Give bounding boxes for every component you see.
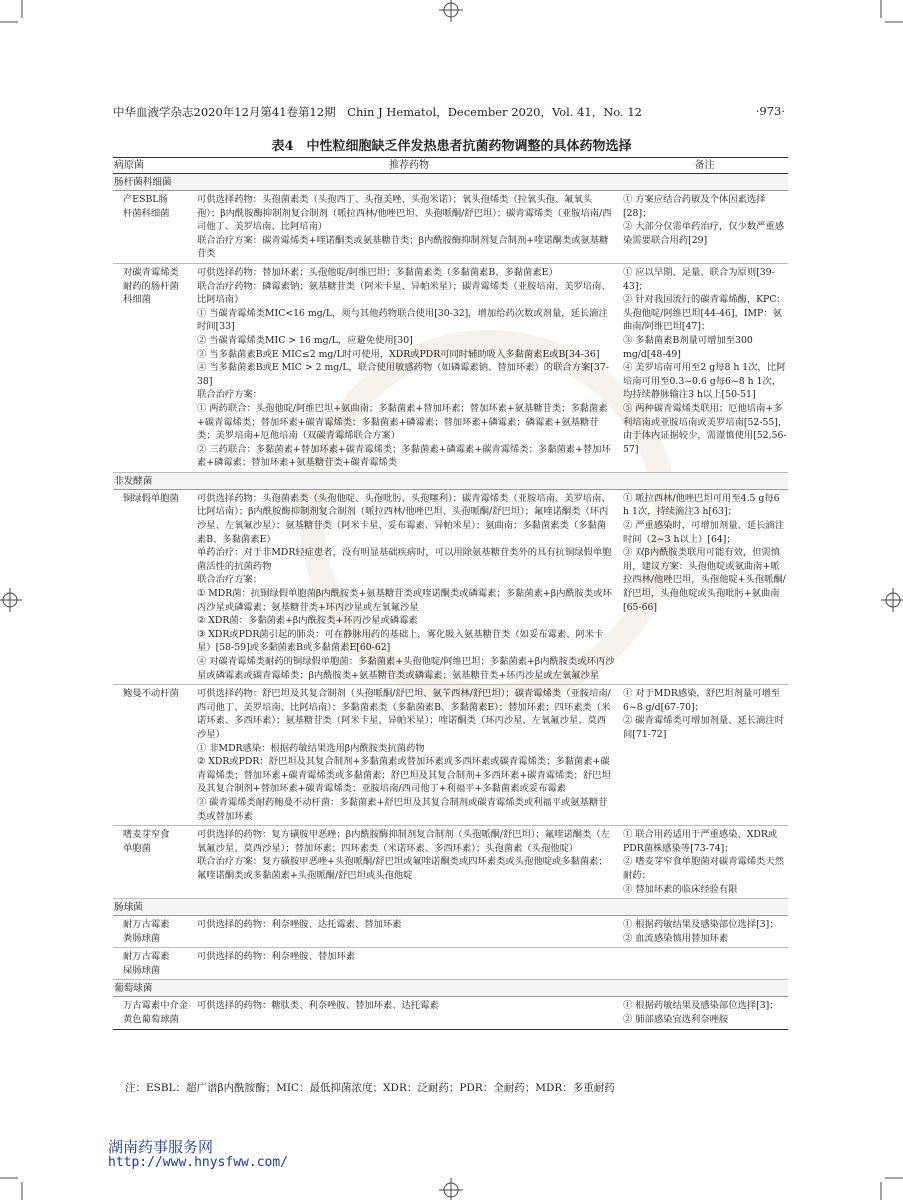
note-line: ① 方案应结合药敏及个体因素选择[28]； <box>623 194 766 219</box>
note-line: ② 针对我国流行的碳青霉烯酶，KPC：头孢他啶/阿维巴坦[44-46]，IMP：氨曲南/阿维巴坦[47]； <box>623 294 786 333</box>
header-notes: 备注 <box>694 160 715 171</box>
section-header: 肠球菌 <box>113 899 788 916</box>
crop-mark-top-left <box>0 0 30 30</box>
notes-cell <box>621 193 788 261</box>
notes-cell <box>621 950 788 977</box>
note-line: ③ 多黏菌素B剂量可增加至300 mg/d[48-49] <box>623 334 753 360</box>
drug-line: 可供选择的药物：糖肽类、利奈唑胺、替加环素、达托霉素 <box>197 1000 439 1012</box>
note-line: ② 大部分仅需单药治疗，仅少数严重感染需要联合用药[29] <box>623 221 785 246</box>
note-line: ① 应以早期、足量、联合为原则[39-43]； <box>623 266 775 292</box>
drug-line: ② XDR或PDR：舒巴坦及其复合制剂+多黏菌素或替加环素或多西环素或碳青霉烯类；多黏菌素+碳青霉烯类；替加环素+碳青霉烯类或多黏菌素；舒巴坦及其复合制剂+多西环素+碳青霉烯类；舒巴坦及其复合制剂+替加环素+碳青霉烯类；亚胺培南/西司他丁+利福平+多黏菌素或妥布霉素 <box>197 756 611 795</box>
drug-line: ① 当碳青霉烯类MIC<16 mg/L，须与其他药物联合使用[30-32]，增加给药次数或剂量，延长滴注时间[33] <box>197 307 608 333</box>
notes-cell <box>621 999 788 1026</box>
watermark-url[interactable]: http://www.hnysfww.com/ <box>108 1155 289 1170</box>
table-title: 表4 中性粒细胞缺乏伴发热患者抗菌药物调整的具体药物选择 <box>271 139 632 154</box>
table-footnote: 注：ESBL：超广谱β内酰胺酶；MIC：最低抑菌浓度；XDR：泛耐药；PDR：全耐药；MDR：多重耐药 <box>125 1082 615 1094</box>
drug-line: ② 当碳青霉烯类MIC > 16 mg/L，应避免使用[30] <box>197 334 413 346</box>
table-row <box>113 490 788 685</box>
drug-line: ② XDR菌：多黏菌素+β内酰胺类+环丙沙星或磷霉素 <box>197 615 418 627</box>
page-number: ·973· <box>755 104 785 118</box>
pathogen-cell: 嗜麦芽窄食 单胞菌 <box>123 829 170 854</box>
drugs-cell <box>197 999 621 1026</box>
registration-mark-left <box>0 585 22 615</box>
drug-line: ① 非MDR感染：根据药敏结果选用β内酰胺类抗菌药物 <box>197 742 425 754</box>
pathogen-cell: 铜绿假单胞菌 <box>123 492 179 504</box>
drug-line: ① MDR菌：抗铜绿假单胞菌β内酰胺类+氨基糖苷类或喹诺酮类或磷霉素；多黏菌素+β内酰胺类或环丙沙星或磷霉素；氨基糖苷类+环丙沙星或左氧氟沙星 <box>197 588 612 613</box>
notes-cell <box>621 828 788 896</box>
drugs-cell <box>197 492 621 682</box>
notes-cell <box>621 492 788 682</box>
pathogen-cell: 耐万古霉素 屎肠球菌 <box>123 951 170 976</box>
notes-cell <box>621 266 788 470</box>
drugs-cell <box>197 687 621 823</box>
drug-line: ③ 当多黏菌素B或E MIC≤2 mg/L时可使用，XDR或PDR可同时辅助吸入多黏菌素E或B[34-36] <box>197 348 600 360</box>
drug-line: 可供选择的药物：利奈唑胺、达托霉素、替加环素 <box>197 919 402 931</box>
table-row <box>113 916 788 948</box>
note-line: ② 嗜麦芽窄食单胞菌对碳青霉烯类天然耐药； <box>623 856 785 881</box>
drug-line: 可供选择的药物：利奈唑胺、替加环素 <box>197 951 356 963</box>
table-row <box>113 264 788 473</box>
table-row <box>113 997 788 1028</box>
note-line: ① 哌拉西林/他唑巴坦可用至4.5 g每6 h 1次，持续滴注3 h[63]； <box>623 492 780 518</box>
crop-mark-top-right <box>873 0 903 30</box>
table-row <box>113 826 788 899</box>
drug-line: 可供选择药物：头孢菌素类（头孢西丁、头孢美唑、头孢米诺）；氧头孢烯类（拉氧头孢、氟氧头孢）；β内酰胺酶抑制剂复合制剂（哌拉西林/他唑巴坦、头孢哌酮/舒巴坦）；碳青霉烯类（亚胺培南/西司他丁、美罗培南、比阿培南） <box>197 194 612 233</box>
table-row <box>113 191 788 264</box>
section-header: 葡萄球菌 <box>113 980 788 997</box>
note-line: ① 联合用药适用于严重感染、XDR或PDR菌株感染等[73-74]； <box>623 829 778 854</box>
drug-line: ② 三药联合：多黏菌素+替加环素+碳青霉烯类；多黏菌素+磷霉素+碳青霉烯类；多黏菌素+替加环素+磷霉素；替加环素+氨基糖苷类+碳青霉烯类 <box>197 443 611 469</box>
table-body <box>113 174 788 1029</box>
drug-line: 可供选择的药物：复方磺胺甲恶唑；β内酰胺酶抑制剂复合制剂（头孢哌酮/舒巴坦）；氟喹诺酮类（左氧氟沙星、莫西沙星）；替加环素；四环素类（米诺环素、多西环素）；头孢菌素（头孢他啶） <box>197 829 610 854</box>
note-line: ③ 双β内酰胺类联用可能有效，但需慎用，建议方案：头孢他啶或氨曲南+哌拉西林/他唑巴坦，头孢他啶+头孢哌酮/舒巴坦，头孢他啶或头孢吡肟+氨曲南[65-66] <box>623 547 786 613</box>
section-header: 非发酵菌 <box>113 473 788 490</box>
drug-line: 单药治疗：对于非MDR轻症患者，没有明显基础疾病时，可以用除氨基糖苷类外的具有抗铜绿假单胞菌活性的抗菌药物 <box>197 547 612 572</box>
pathogen-cell: 产ESBL肠 杆菌科细菌 <box>123 194 170 219</box>
pathogen-cell: 耐万古霉素 粪肠球菌 <box>123 919 170 944</box>
drug-line: ③ 碳青霉烯类耐药鲍曼不动杆菌：多黏菌素+舒巴坦及其复合制剂或碳青霉烯类或利福平或氨基糖苷类或替加环素 <box>197 796 608 822</box>
notes-cell <box>621 687 788 823</box>
pathogen-cell: 鲍曼不动杆菌 <box>123 688 179 700</box>
drug-line: ④ 对碳青霉烯类耐药的铜绿假单胞菌：多黏菌素+头孢他啶/阿维巴坦；多黏菌素+β内酰胺类或环丙沙星或磷霉素或碳青霉烯类；β内酰胺类+氨基糖苷类或磷霉素；氨基糖苷类+环丙沙星或左氧氟沙星 <box>197 656 615 681</box>
note-line: ② 碳青霉烯类可增加剂量、延长滴注时间[71-72] <box>623 715 785 740</box>
running-header <box>113 104 785 120</box>
crop-mark-bottom-left <box>0 1170 30 1200</box>
table-row <box>113 685 788 826</box>
pathogen-cell: 对碳青霉烯类 耐药的肠杆菌 科细菌 <box>123 266 179 306</box>
registration-mark-right <box>881 585 903 615</box>
table-header-row <box>113 158 788 174</box>
note-line: ② 肺部感染宜选利奈唑胺 <box>623 1014 729 1026</box>
drug-line: 可供选择药物：头孢菌素类（头孢他啶、头孢吡肟、头孢噻利）；碳青霉烯类（亚胺培南、美罗培南、比阿培南）；β内酰胺酶抑制剂复合制剂（哌拉西林/他唑巴坦、头孢哌酮/舒巴坦）；氟喹诺酮类（环丙沙星、左氧氟沙星）；氨基糖苷类（阿米卡星、妥布霉素、异帕米星）；氨曲南；多黏菌素类（多黏菌素B、多黏菌素E） <box>197 492 611 545</box>
drugs-cell <box>197 828 621 896</box>
note-line: ① 根据药敏结果及感染部位选择[3]； <box>623 919 779 931</box>
drugs-cell <box>197 950 621 977</box>
registration-mark-top <box>436 0 466 22</box>
notes-cell <box>621 918 788 945</box>
drug-line: 可供选择药物：替加环素；头孢他啶/阿维巴坦；多黏菌素类（多黏菌素B、多黏菌素E） <box>197 266 558 278</box>
crop-mark-bottom-right <box>873 1170 903 1200</box>
drugs-cell <box>197 193 621 261</box>
note-line: ② 严重感染时，可增加剂量、延长滴注时间（2~3 h以上）[64]； <box>623 520 785 545</box>
drug-line: 联合治疗药物：磷霉素钠；氨基糖苷类（阿米卡星、异帕米星）；碳青霉烯类（亚胺培南、美罗培南、比阿培南） <box>197 280 611 306</box>
note-line: ② 血流感染慎用替加环素 <box>623 932 729 944</box>
note-line: ⑤ 两种碳青霉烯类联用；厄他培南+多利培南或亚胺培南或美罗培南[52-55]，由于体内证据较少，需谨慎使用[52,56-57] <box>623 402 788 455</box>
note-line: ③ 替加环素的临床经验有限 <box>623 883 738 895</box>
drugs-cell <box>197 918 621 945</box>
section-header: 肠杆菌科细菌 <box>113 174 788 191</box>
registration-mark-bottom <box>436 1178 466 1200</box>
drug-line: 联合治疗方案：碳青霉烯类+喹诺酮类或氨基糖苷类；β内酰胺酶抑制剂复合制剂+喹诺酮类或氨基糖苷类 <box>197 234 609 260</box>
header-drugs: 推荐药物 <box>389 160 429 171</box>
drug-table <box>113 157 788 1030</box>
drug-line: ③ XDR或PDR菌引起的肺炎：可在静脉用药的基础上，雾化吸入氨基糖苷类（如妥布霉素、阿米卡星）[58-59]或多黏菌素B或多黏菌素E[60-62] <box>197 628 604 654</box>
drug-line: 可供选择药物：舒巴坦及其复合制剂（头孢哌酮/舒巴坦、氨苄西林/舒巴坦）；碳青霉烯类（亚胺培南/西司他丁、美罗培南、比阿培南）；多黏菌素类（多黏菌素B、多黏菌素E）；替加环素；四环素类（米诺环素、多西环素）；氨基糖苷类（阿米卡星、异帕米星）；喹诺酮类（环丙沙星、左氧氟沙星、莫西沙星） <box>197 688 611 740</box>
drug-line: ④ 当多黏菌素B或E MIC > 2 mg/L，联合使用敏感药物（如磷霉素钠、替加环素）的联合方案[37-38] <box>197 362 609 387</box>
note-line: ① 对于MDR感染，舒巴坦剂量可增至6~8 g/d[67-70]； <box>623 688 781 713</box>
journal-citation: 中华血液学杂志2020年12月第41卷第12期 Chin J Hematol，December 2020，Vol. 41，No. 12 <box>113 105 642 119</box>
drug-line: 联合治疗方案：复方磺胺甲恶唑+头孢哌酮/舒巴坦或氟喹诺酮类或四环素类或头孢他啶或多黏菌素；氟喹诺酮类或多黏菌素+头孢哌酮/舒巴坦或头孢他啶 <box>197 856 608 881</box>
note-line: ① 根据药敏结果及感染部位选择[3]； <box>623 1000 779 1012</box>
note-line: ④ 美罗培南可用至2 g每8 h 1次，比阿培南可用至0.3~0.6 g每6~8 h 1次，均持续静脉输注3 h以上[50-51] <box>623 362 786 401</box>
drug-line: ① 两药联合：头孢他啶/阿维巴坦+氨曲南；多黏菌素+替加环素；替加环素+氨基糖苷类；多黏菌素+碳青霉烯类；替加环素+碳青霉烯类；多黏菌素+磷霉素；替加环素+磷霉素；磷霉素+氨基糖苷类；美罗培南+厄他培南（双碳青霉烯联合方案） <box>197 402 608 442</box>
drugs-cell <box>197 266 621 470</box>
drug-line: 联合治疗方案： <box>197 574 263 586</box>
header-pathogen: 病原菌 <box>114 160 144 171</box>
watermark-site-name: 湖南药事服务网 <box>108 1138 214 1156</box>
pathogen-cell: 万古霉素中介金 黄色葡萄球菌 <box>123 1000 189 1026</box>
table-row <box>113 948 788 980</box>
drug-line: 联合治疗方案： <box>197 389 263 401</box>
